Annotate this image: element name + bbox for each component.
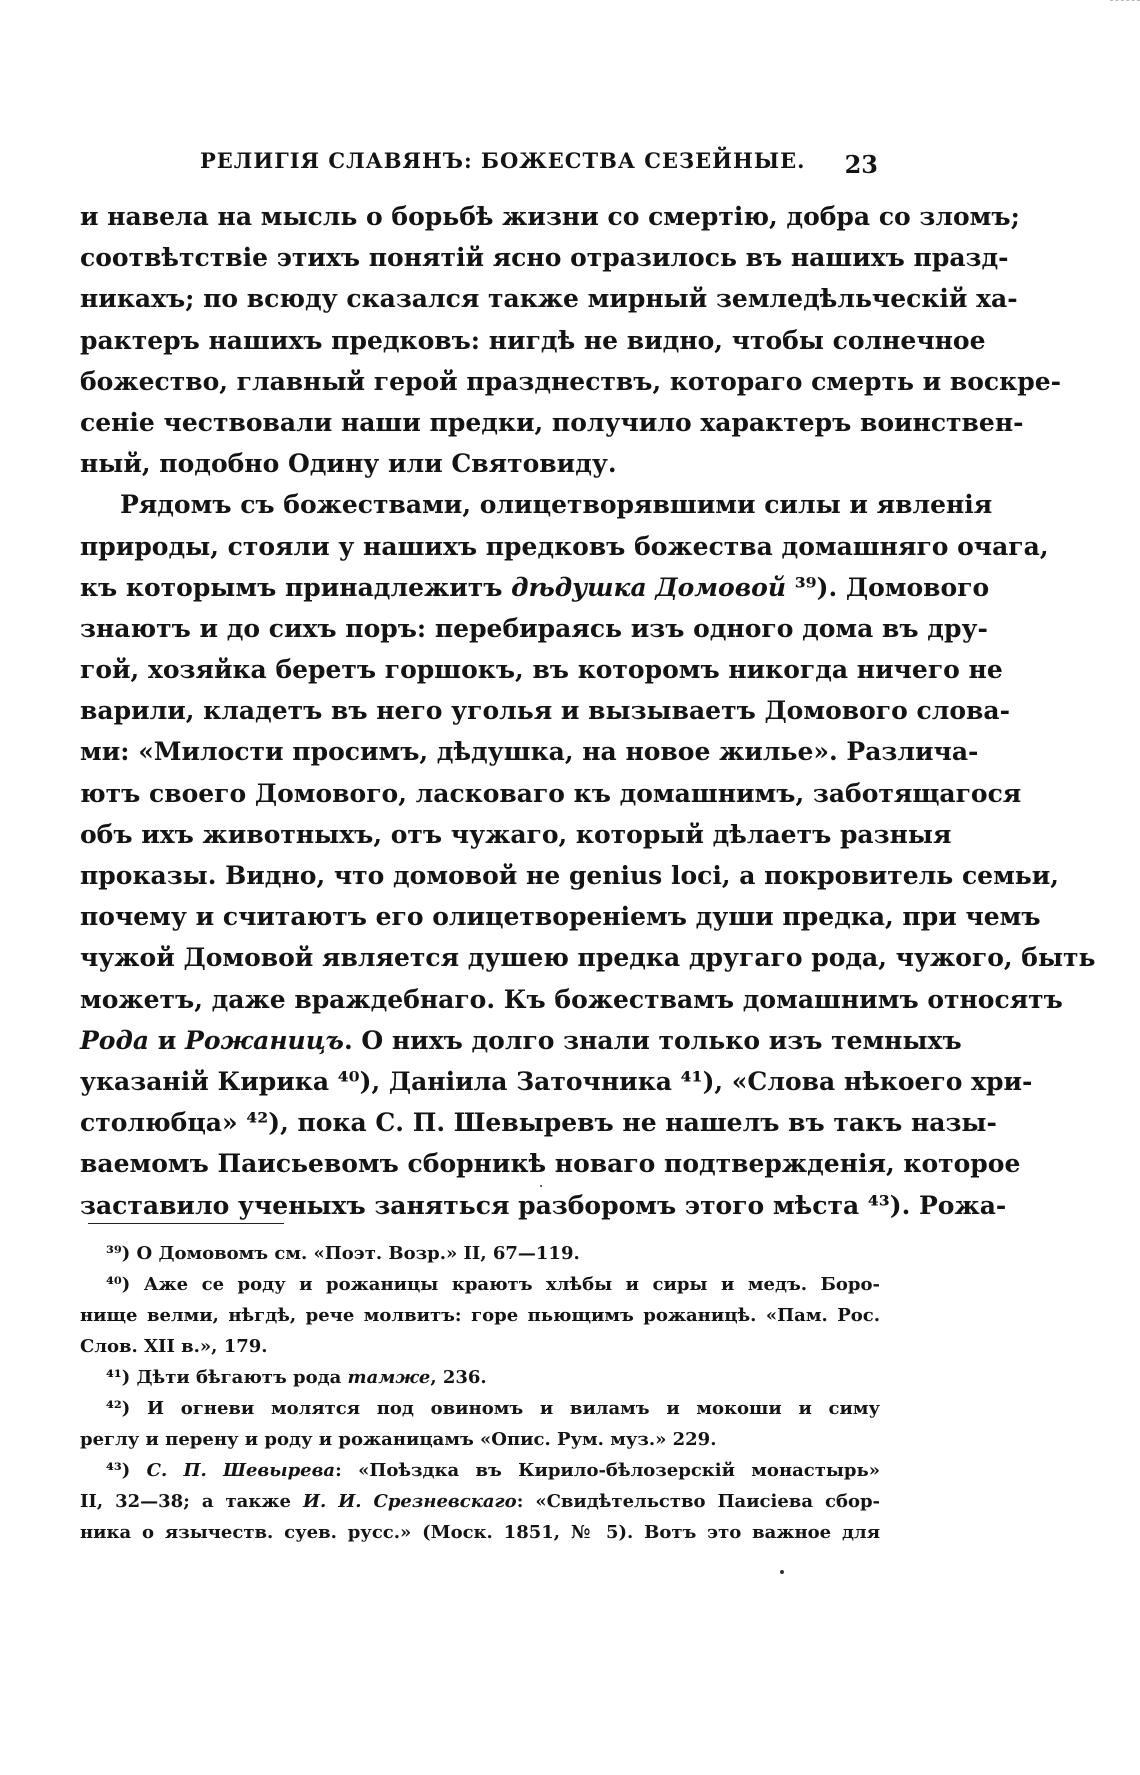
ink-speck	[540, 1185, 542, 1187]
body-line: ваемомъ Паисьевомъ сборникѣ новаго подтвержденія, которое	[80, 1149, 1021, 1179]
body-line: рактеръ нашихъ предковъ: нигдѣ не видно, чтобы солнечное	[80, 325, 986, 355]
text-run: и	[149, 1025, 186, 1055]
text-run: . О нихъ долго знали только изъ темныхъ	[344, 1025, 962, 1055]
body-text	[80, 196, 1096, 1226]
text-run: ), «Слова нѣкоего хри-	[702, 1066, 1033, 1096]
body-line	[80, 1185, 1007, 1226]
page-number: 23	[844, 150, 878, 179]
ink-speck	[780, 1570, 784, 1574]
footnote-43	[80, 1455, 880, 1486]
body-line	[80, 567, 990, 608]
body-line: и навела на мысль о борьбѣ жизни со смертію, добра со зломъ;	[80, 202, 1020, 231]
body-line: почему и считаютъ его олицетвореніемъ души предка, при чемъ	[80, 902, 1041, 932]
text-run: ⁴³)	[106, 1460, 147, 1481]
body-line: Рядомъ съ божествами, олицетворявшими силы и явленія	[120, 490, 993, 520]
italic-author-sreznevsky: И. И. Срезневскаго	[302, 1491, 517, 1512]
footnote-43-cont: ника о язычеств. суев. русс.» (Моск. 1851, № 5). Вотъ это важное для	[80, 1522, 880, 1543]
text-run: указаній Кирика	[80, 1066, 338, 1096]
body-line: проказы. Видно, что домовой не genius loci, а покровитель семьи,	[80, 861, 1060, 890]
body-line: ютъ своего Домового, ласковаго къ домашнимъ, заботящагося	[80, 778, 1022, 808]
footnote-41	[80, 1362, 880, 1393]
footnote-ref-42: ⁴²	[246, 1108, 269, 1138]
footnote-40-cont: нище велми, нѣгдѣ, рече молвитъ: горе пьющимъ рожаницѣ. «Пам. Рос.	[80, 1305, 880, 1326]
body-line: ный, подобно Одину или Святовиду.	[80, 449, 617, 479]
text-run: ), пока С. П. Шевыревъ не нашелъ въ такъ назы-	[268, 1108, 997, 1138]
body-line: знаютъ и до сихъ поръ: перебираясь изъ одного дома въ дру-	[80, 613, 988, 643]
body-line: божество, главный герой празднествъ, котораго смерть и воскре-	[80, 366, 1061, 396]
italic-author-shevyrev: С. П. Шевырева	[146, 1460, 336, 1481]
text-run: къ которымъ принадлежитъ	[80, 572, 512, 602]
footnote-ref-43: ⁴³	[867, 1190, 890, 1220]
italic-term-roda: Рода	[80, 1025, 150, 1055]
body-line: варили, кладетъ въ него уголья и вызываетъ Домового слова-	[80, 696, 1010, 726]
body-line	[80, 1020, 962, 1061]
body-line: сеніе чествовали наши предки, получило характеръ воинствен-	[80, 407, 1024, 437]
page-edge-mark	[1110, 0, 1140, 7]
text-run: ). Рожа-	[889, 1190, 1007, 1220]
body-line: чужой Домовой является душею предка другаго рода, чужого, быть	[80, 943, 1096, 973]
text-run: ⁴¹) Дѣти бѣгаютъ рода	[106, 1367, 348, 1388]
text-run: заставило ученыхъ заняться разборомъ этого мѣста	[80, 1190, 868, 1220]
body-line: ми: «Милости просимъ, дѣдушка, на новое жилье». Различа-	[80, 737, 979, 767]
footnote-42: ⁴²) И огневи молятся под овиномъ и виламъ и мокоши и симу	[106, 1398, 880, 1419]
body-line: можетъ, даже враждебнаго. Къ божествамъ домашнимъ относятъ	[80, 984, 1063, 1014]
footnote-ref-39: ³⁹	[794, 572, 817, 602]
body-line	[80, 1061, 1033, 1102]
footnote-ref-40: ⁴⁰	[337, 1066, 360, 1096]
italic-term-domovoi: дѣдушка Домовой	[511, 572, 786, 602]
text-run: ), Даніила Заточника	[359, 1066, 681, 1096]
body-line	[80, 1102, 997, 1143]
footnote-ref-41: ⁴¹	[680, 1066, 703, 1096]
footnote-42-cont: реглу и перену и роду и рожаницамъ «Опис. Рум. муз.» 229.	[80, 1429, 717, 1450]
footnote-40: ⁴⁰) Аже се роду и рожаницы краютъ хлѣбы и сиры и медъ. Боро-	[106, 1274, 880, 1295]
text-run: ). Домового	[816, 572, 990, 602]
body-line: соотвѣтствіе этихъ понятій ясно отразилось въ нашихъ празд-	[80, 243, 1009, 273]
footnote-divider	[88, 1223, 284, 1224]
running-title: РЕЛИГІЯ СЛАВЯНЪ: БОЖЕСТВА СЕЗЕЙНЫЕ.	[200, 148, 806, 173]
text-run: II, 32—38; а также	[80, 1491, 303, 1512]
body-line: гой, хозяйка беретъ горшокъ, въ которомъ никогда ничего не	[80, 655, 1003, 685]
page-header	[200, 148, 878, 182]
text-run: : «Свидѣтельство Паисіева сбор-	[516, 1491, 881, 1512]
italic-term-rozhanits: Рожаницъ	[185, 1025, 344, 1055]
body-line: никахъ; по всюду сказался также мирный земледѣльческій ха-	[80, 284, 1018, 314]
footnote-43-cont	[80, 1486, 880, 1517]
text-run: : «Поѣздка въ Кирило-бѣлозерскій монастырь»	[335, 1460, 880, 1481]
footnote-39: ³⁹) О Домовомъ см. «Поэт. Возр.» II, 67—119.	[106, 1243, 580, 1264]
footnote-40-cont: Слов. XII в.», 179.	[80, 1336, 268, 1357]
body-line: объ ихъ животныхъ, отъ чужаго, который дѣлаетъ разныя	[80, 819, 952, 849]
footnotes	[80, 1238, 880, 1548]
text-run: , 236.	[430, 1367, 487, 1388]
body-line: природы, стояли у нашихъ предковъ божества домашняго очага,	[80, 531, 1049, 561]
text-run: столюбца»	[80, 1108, 247, 1138]
italic-text: тамже	[347, 1367, 431, 1388]
